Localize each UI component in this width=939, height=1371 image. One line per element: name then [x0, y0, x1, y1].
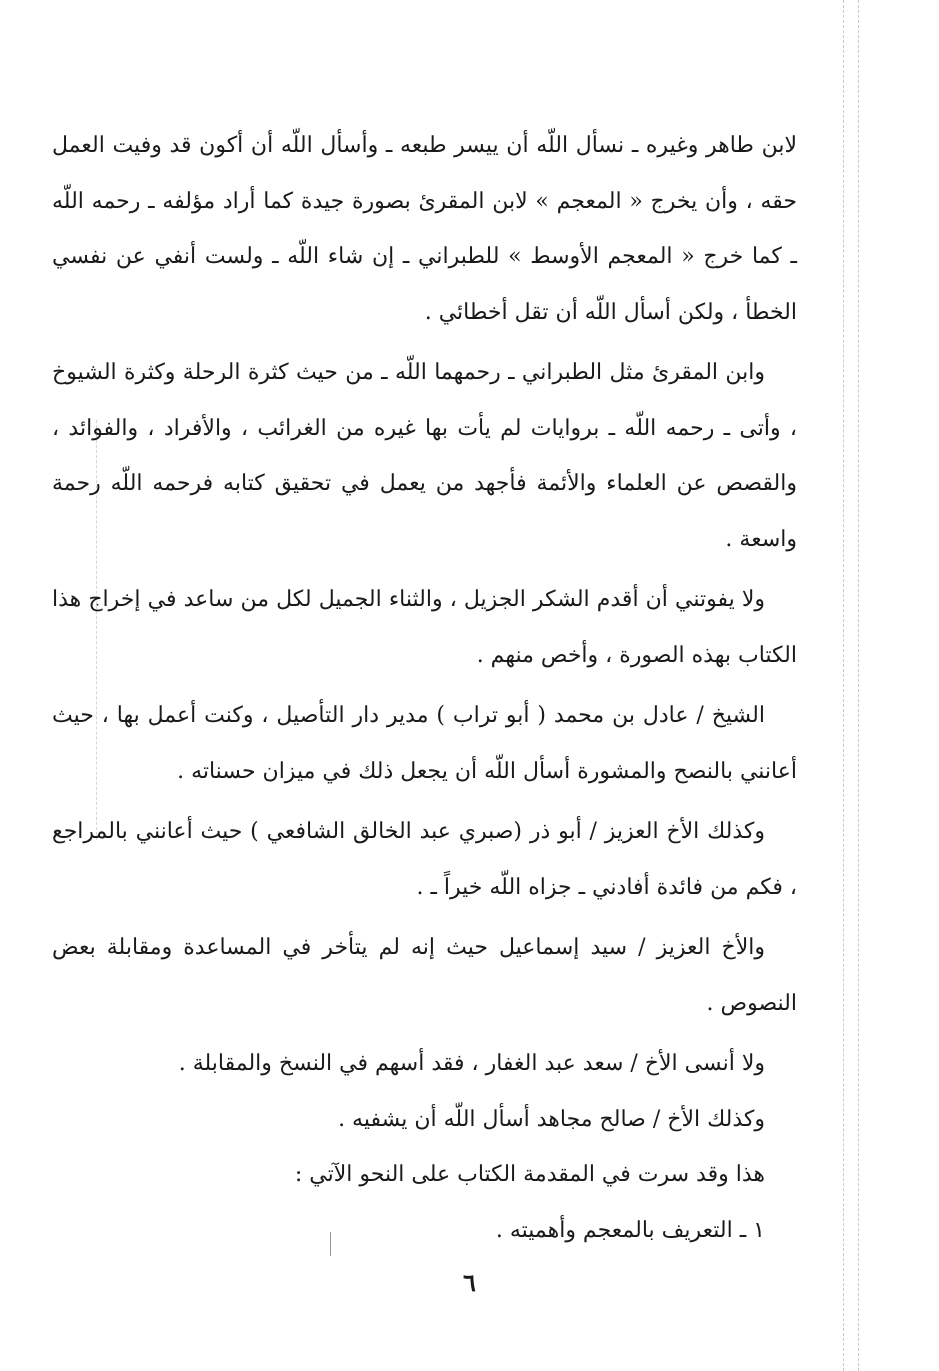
paragraph: وكذلك الأخ / صالح مجاهد أسأل اللّه أن يشفيه .: [338, 1106, 765, 1132]
paragraph: ولا أنسى الأخ / سعد عبد الغفار ، فقد أسهم في النسخ والمقابلة .: [178, 1051, 765, 1076]
scan-guide-line: [843, 0, 844, 1371]
list-item: ١ ـ التعريف بالمعجم وأهميته .: [495, 1217, 765, 1243]
paragraph: ولا يفوتني أن أقدم الشكر الجزيل ، والثناء الجميل لكل من ساعد في إخراج هذا الكتاب بهذه الصورة ، وأخص منهم .: [52, 587, 797, 668]
body-text: [52, 118, 797, 1258]
paragraph: هذا وقد سرت في المقدمة الكتاب على النحو الآتي :: [294, 1162, 765, 1187]
paragraph: لابن طاهر وغيره ـ نسأل اللّه أن ييسر طبعه ـ وأسأل اللّه أن أكون قد وفيت العمل حقه ، وأن يخرج « المعجم » لابن المقرئ بصورة جيدة كما أراد مؤلفه ـ رحمه اللّه ـ كما خرج « المعجم الأوسط » للطبراني ـ إن شاء اللّه ـ ولست أنفي عن نفسي الخطأ ، ولكن أسأل اللّه أن تقل أخطائي .: [52, 133, 797, 325]
page-number: ٦: [463, 1268, 476, 1297]
paragraph: وكذلك الأخ العزيز / أبو ذر (صبري عبد الخالق الشافعي ) حيث أعانني بالمراجع ، فكم من فائدة أفادني ـ جزاه اللّه خيراً ـ .: [52, 819, 797, 900]
paragraph: الشيخ / عادل بن محمد ( أبو تراب ) مدير دار التأصيل ، وكنت أعمل بها ، حيث أعانني بالنصح والمشورة أسأل اللّه أن يجعل ذلك في ميزان حسناته .: [52, 703, 797, 784]
scan-guide-line: [858, 0, 859, 1371]
paragraph: والأخ العزيز / سيد إسماعيل حيث إنه لم يتأخر في المساعدة ومقابلة بعض النصوص .: [52, 935, 797, 1016]
paragraph: وابن المقرئ مثل الطبراني ـ رحمهما اللّه ـ من حيث كثرة الرحلة وكثرة الشيوخ ، وأتى ـ رحمه اللّه ـ بروايات لم يأت بها غيره من الغرائب ، والأفراد ، والفوائد ، والقصص عن العلماء والأئمة فأجهد من يعمل في تحقيق كتابه فرحمه اللّه رحمة واسعة .: [52, 360, 797, 552]
